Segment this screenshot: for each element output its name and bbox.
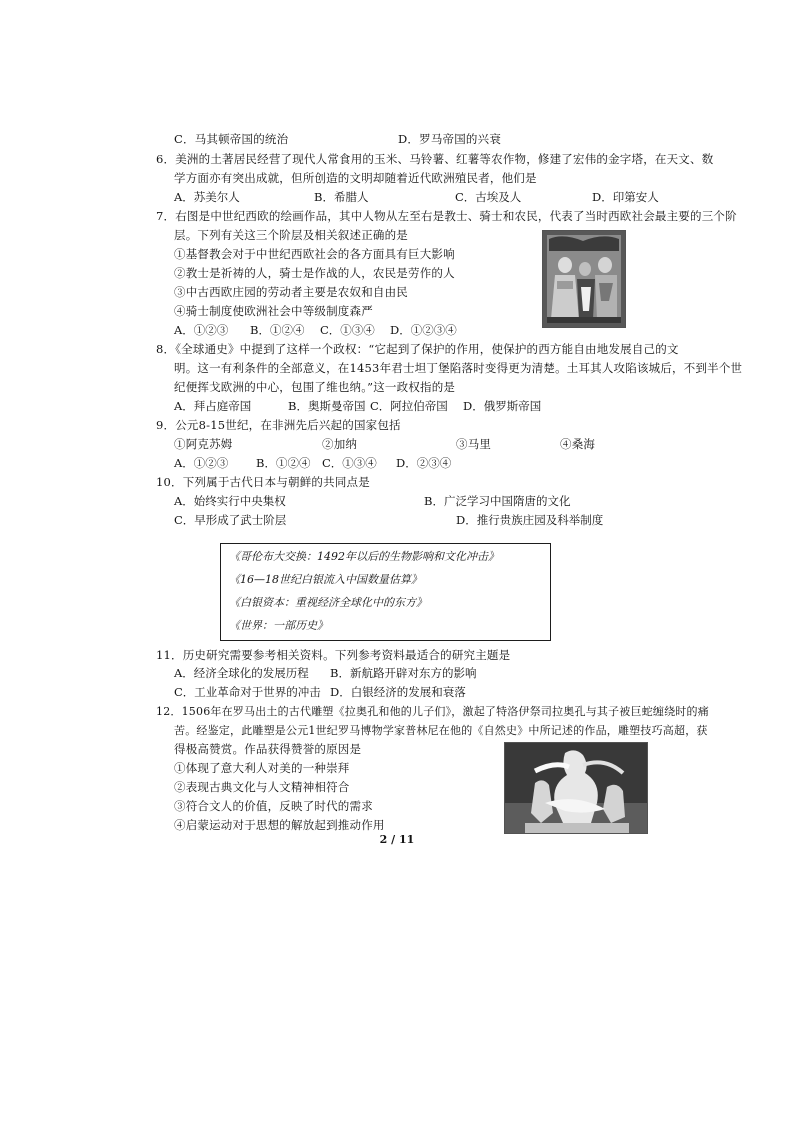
q8-option-a: A．拜占庭帝国 xyxy=(174,399,252,413)
q8-option-c: C．阿拉伯帝国 xyxy=(370,399,448,413)
q7-stem-line2: 层。下列有关这三个阶层及相关叙述正确的是 xyxy=(174,228,408,242)
q7-item-4: ④骑士制度使欧洲社会中等级制度森严 xyxy=(174,304,373,318)
q6-stem-line2: 学方面亦有突出成就，但所创造的文明却随着近代欧洲殖民者，他们是 xyxy=(174,171,537,185)
q11-option-d: D．白银经济的发展和衰落 xyxy=(330,685,466,699)
q9-item-3: ③马里 xyxy=(456,437,492,451)
q7-option-c: C．①③④ xyxy=(320,323,375,337)
reference-books-box xyxy=(220,543,551,641)
q11-option-a: A．经济全球化的发展历程 xyxy=(174,666,309,680)
q7-option-b: B．①②④ xyxy=(250,323,305,337)
q10-option-d: D．推行贵族庄园及科举制度 xyxy=(456,513,604,527)
q6-option-b: B．希腊人 xyxy=(314,190,369,204)
q9-option-d: D．②③④ xyxy=(396,456,452,470)
q7-item-3: ③中古西欧庄园的劳动者主要是农奴和自由民 xyxy=(174,285,408,299)
q7-item-2: ②教士是祈祷的人，骑士是作战的人，农民是劳作的人 xyxy=(174,266,455,280)
page-number: 2 / 11 xyxy=(379,833,415,846)
q12-stem-line3: 得极高赞赏。作品获得赞誉的原因是 xyxy=(174,742,362,756)
book-3: 《白银资本：重视经济全球化中的东方》 xyxy=(229,596,427,609)
q8-stem-line1: 8．《全球通史》中提到了这样一个政权：“它起到了保护的作用，使保护的西方能自由地发展自己的文 xyxy=(156,342,679,356)
q10-option-b: B．广泛学习中国隋唐的文化 xyxy=(424,494,571,508)
q9-item-4: ④桑海 xyxy=(560,437,596,451)
q6-stem-line1: 6．美洲的土著居民经营了现代人常食用的玉米、马铃薯、红薯等农作物，修建了宏伟的金字塔，在天文、数 xyxy=(156,152,714,166)
q7-option-d: D．①②③④ xyxy=(390,323,457,337)
q7-option-a: A．①②③ xyxy=(174,323,229,337)
q11-option-c: C．工业革命对于世界的冲击 xyxy=(174,685,321,699)
medieval-three-estates-image xyxy=(542,230,626,328)
q11-option-b: B．新航路开辟对东方的影响 xyxy=(330,666,477,680)
q5-option-d: D．罗马帝国的兴衰 xyxy=(398,132,502,146)
q9-option-c: C．①③④ xyxy=(322,456,377,470)
q9-stem: 9．公元8-15世纪，在非洲先后兴起的国家包括 xyxy=(156,418,401,432)
q6-option-d: D．印第安人 xyxy=(592,190,659,204)
book-4: 《世界：一部历史》 xyxy=(229,619,328,632)
book-1: 《哥伦布大交换：1492年以后的生物影响和文化冲击》 xyxy=(229,550,499,563)
q6-option-c: C．古埃及人 xyxy=(455,190,522,204)
q9-option-a: A．①②③ xyxy=(174,456,229,470)
book-2: 《16—18世纪白银流入中国数量估算》 xyxy=(229,573,422,586)
q7-item-1: ①基督教会对于中世纪西欧社会的各方面具有巨大影响 xyxy=(174,247,455,261)
q9-item-2: ②加纳 xyxy=(322,437,358,451)
q12-stem-line1: 12．1506年在罗马出土的古代雕塑《拉奥孔和他的儿子们》，激起了特洛伊祭司拉奥孔与其子被巨蛇缠绕时的痛 xyxy=(156,705,709,718)
q10-option-a: A．始终实行中央集权 xyxy=(174,494,286,508)
q12-item-1: ①体现了意大利人对美的一种崇拜 xyxy=(174,761,350,775)
q11-stem: 11．历史研究需要参考相关资料。下列参考资料最适合的研究主题是 xyxy=(156,648,511,662)
q5-option-c: C．马其顿帝国的统治 xyxy=(174,132,289,146)
q7-stem-line1: 7．右图是中世纪西欧的绘画作品，其中人物从左至右是教士、骑士和农民，代表了当时西欧社会最主要的三个阶 xyxy=(156,209,737,223)
q9-item-1: ①阿克苏姆 xyxy=(174,437,233,451)
q12-item-3: ③符合文人的价值，反映了时代的需求 xyxy=(174,799,373,813)
q8-stem-line2: 明。这一有利条件的全部意义，在1453年君士坦丁堡陷落时变得更为清楚。土耳其人攻陷该城后，不到半个世 xyxy=(174,361,743,375)
laocoon-sculpture-image xyxy=(504,742,648,834)
q12-item-4: ④启蒙运动对于思想的解放起到推动作用 xyxy=(174,818,385,832)
q8-stem-line3: 纪便挥戈欧洲的中心，包围了维也纳。”这一政权指的是 xyxy=(174,380,456,394)
q8-option-d: D．俄罗斯帝国 xyxy=(463,399,542,413)
q8-option-b: B．奥斯曼帝国 xyxy=(288,399,366,413)
q12-stem-line2: 苦。经鉴定，此雕塑是公元1世纪罗马博物学家普林尼在他的《自然史》中所记述的作品，雕塑技巧高超，获 xyxy=(174,724,708,737)
q6-option-a: A．苏美尔人 xyxy=(174,190,240,204)
q10-stem: 10．下列属于古代日本与朝鲜的共同点是 xyxy=(156,475,370,489)
q10-option-c: C．早形成了武士阶层 xyxy=(174,513,287,527)
q12-item-2: ②表现古典文化与人文精神相符合 xyxy=(174,780,350,794)
q9-option-b: B．①②④ xyxy=(256,456,311,470)
